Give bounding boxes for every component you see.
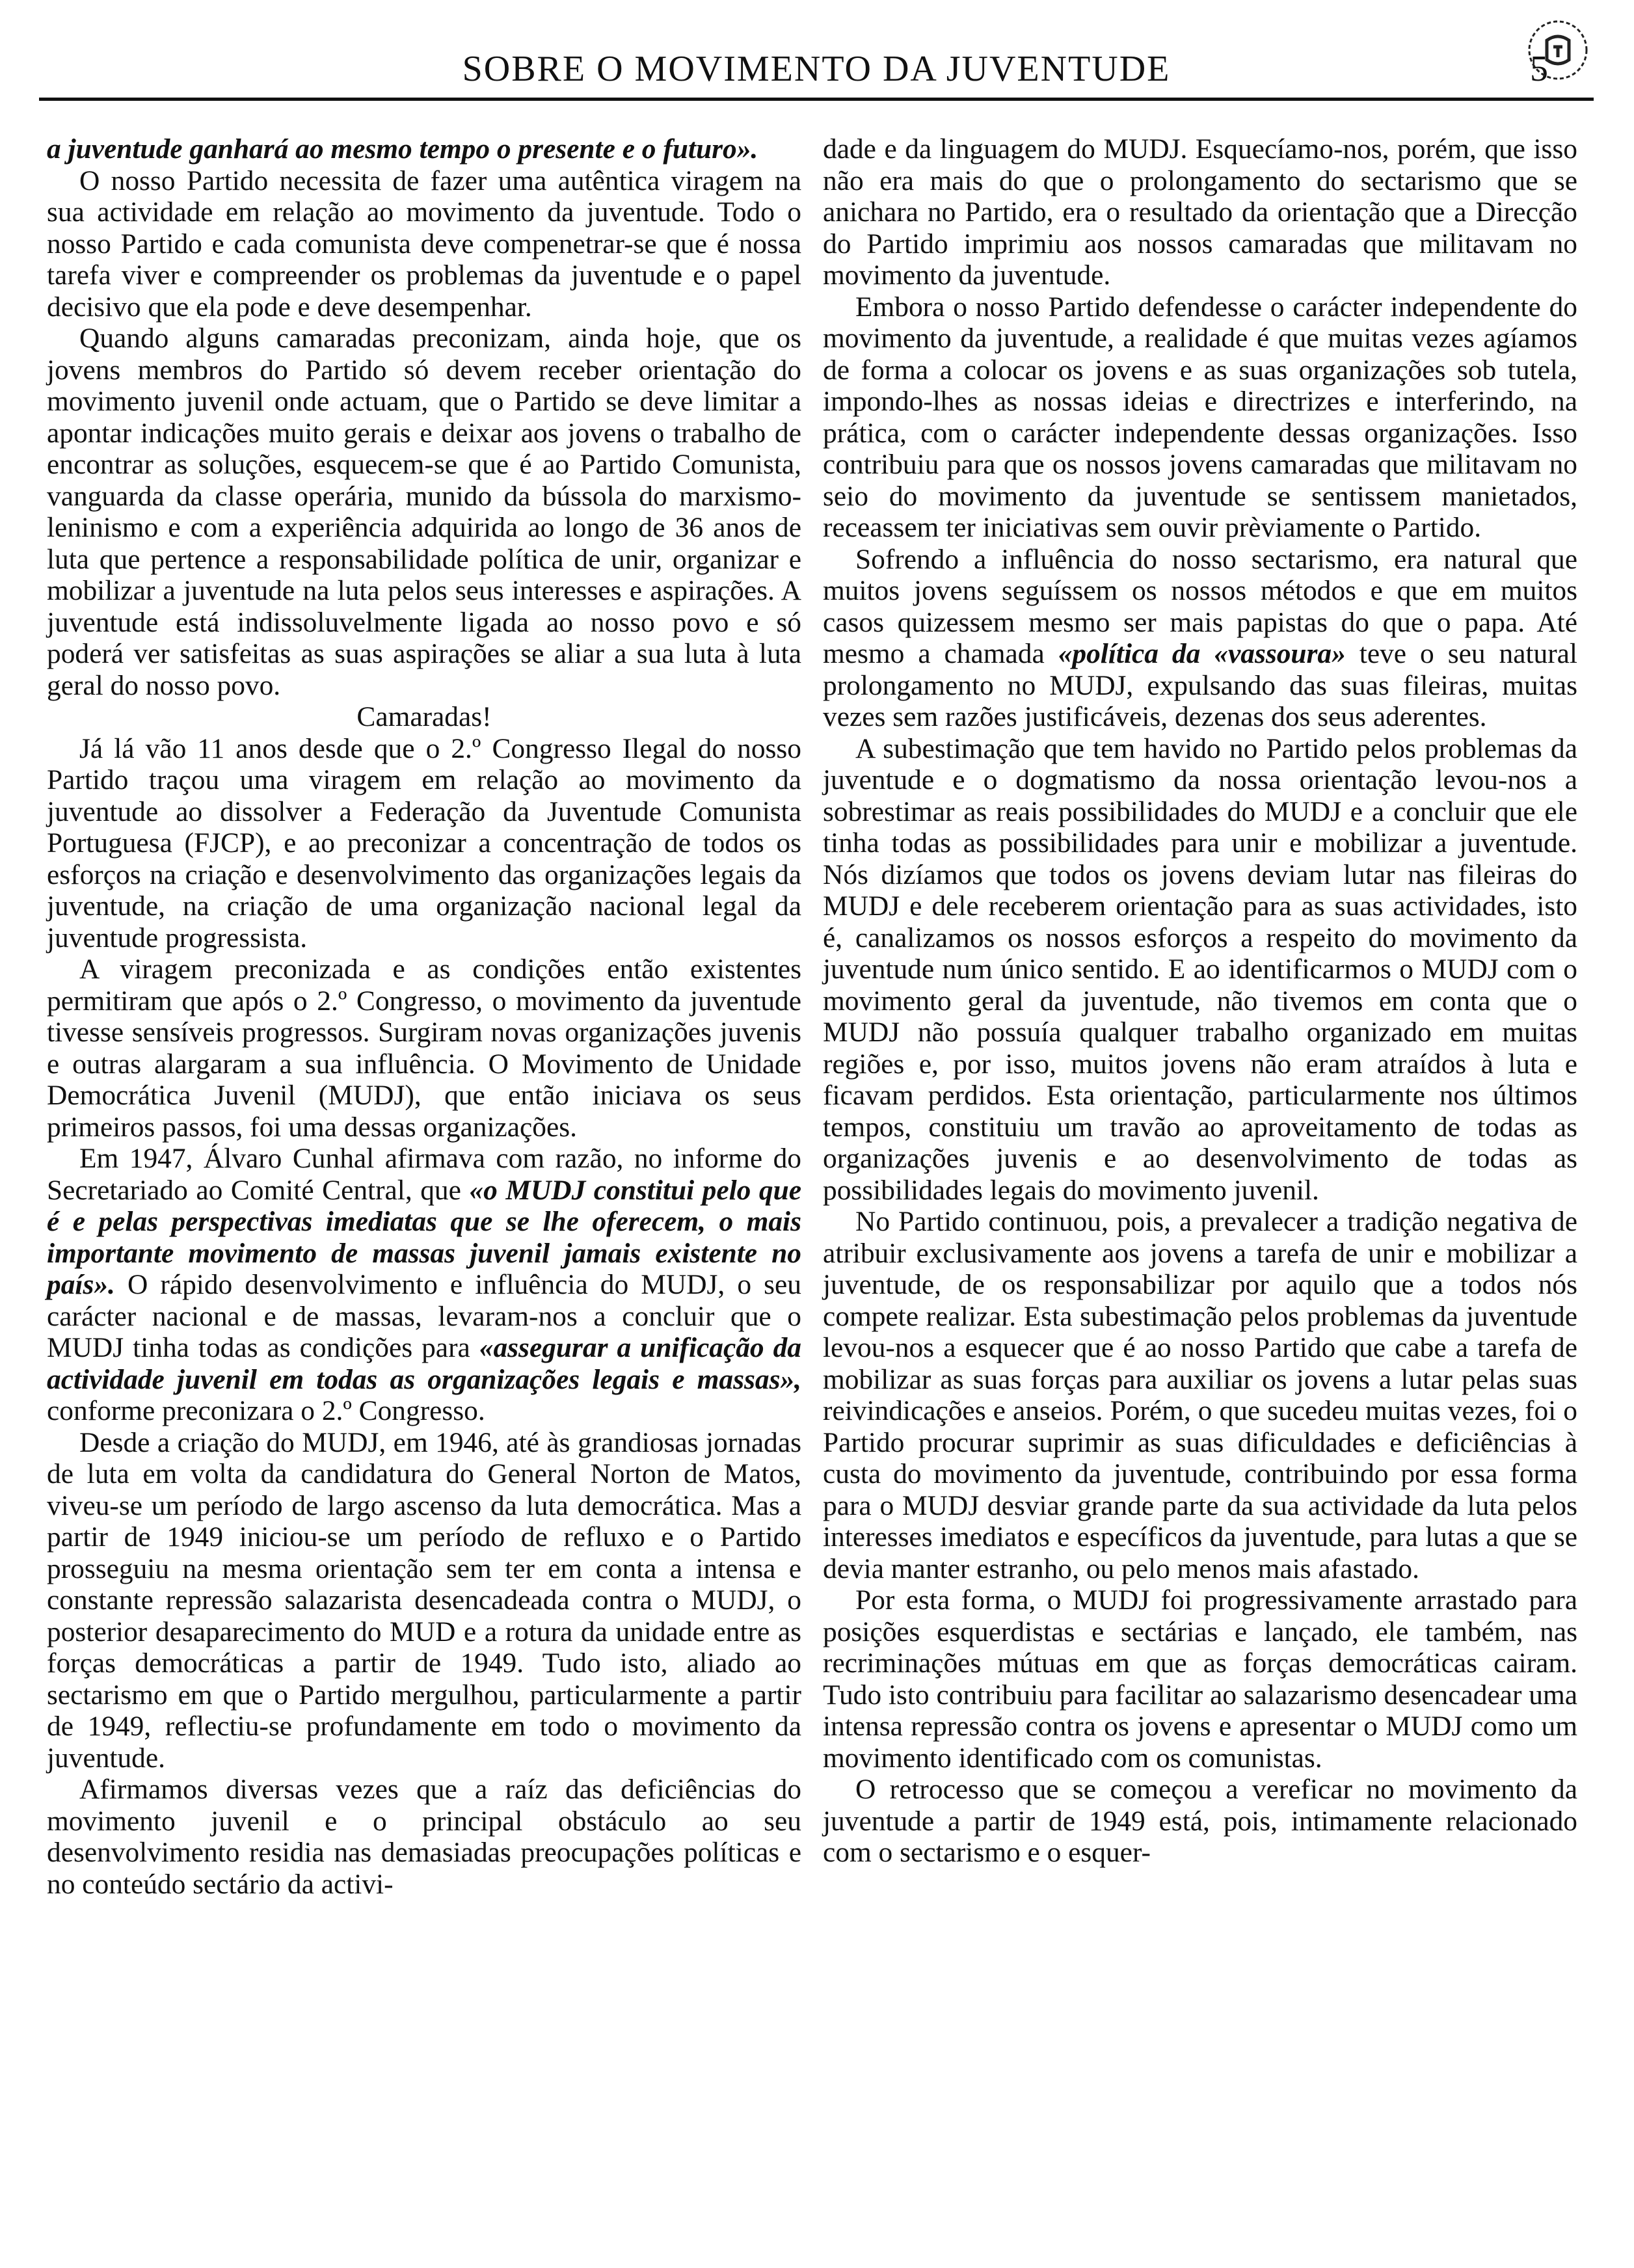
paragraph: Por esta forma, o MUDJ foi progressivamente arrastado para posições esquerdistas e sectárias e lançado, ele também, nas recriminações mútuas em que as forças democráticas cairam. Tudo isto contribuiu para facilitar ao salazarismo desencadear uma intensa repressão contra os jovens e apresentar o MUDJ como um movimento identificado com os comunistas.	[823, 1584, 1577, 1774]
text-run: conforme preconizara o 2.º Congresso.	[47, 1395, 485, 1426]
running-title: SOBRE O MOVIMENTO DA JUVENTUDE	[462, 49, 1171, 89]
left-column	[47, 133, 801, 1900]
paragraph: Afirmamos diversas vezes que a raíz das deficiências do movimento juvenil e o principal obstáculo ao seu desenvolvimento residia nas demasiadas preocupações políticas e no conteúdo sectário da activi-	[47, 1774, 801, 1900]
paragraph: Embora o nosso Partido defendesse o carácter independente do movimento da juventude, a realidade é que muitas vezes agíamos de forma a colocar os jovens e as suas organizações sob tutela, impondo-lhes as nossas ideias e directrizes e interferindo, na prática, com o carácter independente dessas organizações. Isso contribuiu para que os nossos jovens camaradas que militavam no seio do movimento da juventude se sentissem manietados, receassem ter iniciativas sem ouvir prèviamente o Partido.	[823, 291, 1577, 543]
paragraph: O retrocesso que se começou a vereficar no movimento da juventude a partir de 1949 está, pois, intimamente relacionado com o sectarismo e o esquer-	[823, 1774, 1577, 1868]
text-run: teve o seu natural prolongamento no MUDJ, expulsando das suas fileiras, muitas vezes sem razões justificáveis, dezenas dos seus aderentes.	[823, 638, 1577, 732]
paragraph: O nosso Partido necessita de fazer uma autêntica viragem na sua actividade em relação ao movimento da juventude. Todo o nosso Partido e cada comunista deve compenetrar-se que é nossa tarefa viver e compreender os problemas da juventude e o papel decisivo que ela pode e deve desempenhar.	[47, 165, 801, 323]
page-number: 5	[1530, 49, 1548, 89]
salutation: Camaradas!	[356, 701, 492, 732]
text-run: Em 1947, Álvaro Cunhal afirmava com razão, no informe do Secretariado ao Comité Central, que	[47, 1143, 801, 1206]
text-run: O rápido desenvolvimento e influência do MUDJ, o seu carácter nacional e de massas, levaram-nos a concluir que o MUDJ tinha todas as condições para	[47, 1269, 801, 1363]
quote: «política da «vassoura»	[1058, 638, 1346, 669]
paragraph	[47, 1143, 801, 1427]
paragraph: Já lá vão 11 anos desde que o 2.º Congresso Ilegal do nosso Partido traçou uma viragem em relação ao movimento da juventude ao dissolver a Federação da Juventude Comunista Portuguesa (FJCP), e ao preconizar a concentração de todos os esforços na criação e desenvolvimento das organizações legais da juventude, na criação de uma organização nacional legal da juventude progressista.	[47, 732, 801, 954]
header-rule	[39, 98, 1594, 101]
paragraph: A viragem preconizada e as condições então existentes permitiram que após o 2.º Congresso, o movimento da juventude tivesse sensíveis progressos. Surgiram novas organizações juvenis e outras alargaram a sua influência. O Movimento de Unidade Democrática Juvenil (MUDJ), que então iniciava os seus primeiros passos, foi uma dessas organizações.	[47, 954, 801, 1143]
text-run: Sofrendo a influência do nosso sectarismo, era natural que muitos jovens seguíssem os nossos métodos e que em muitos casos quizessem mesmo ser mais papistas do que o papa. Até mesmo a chamada	[823, 543, 1577, 669]
quote: «assegurar a unificação da actividade juvenil em todas as organizações legais e massas»,	[47, 1332, 801, 1395]
quote: «o MUDJ constitui pelo que é e pelas perspectivas imediatas que se lhe oferecem, o mais importante movimento de massas juvenil jamais existente no país».	[47, 1174, 801, 1300]
paragraph	[823, 544, 1577, 733]
stamp-logo-icon	[1522, 14, 1594, 86]
paragraph: Quando alguns camaradas preconizam, ainda hoje, que os jovens membros do Partido só devem receber orientação do movimento juvenil onde actuam, que o Partido se deve limitar a apontar indicações muito gerais e deixar aos jovens o trabalho de encontrar as soluções, esquecem-se que é ao Partido Comunista, vanguarda da classe operária, munido da bússola do marxismo-leninismo e com a experiência adquirida ao longo de 36 anos de luta que pertence a responsabilidade política de unir, organizar e mobilizar a juventude na luta pelos seus interesses e aspirações. A juventude está indissoluvelmente ligada ao nosso povo e só poderá ver satisfeitas as suas aspirações se aliar a sua luta à luta geral do nosso povo.	[47, 323, 801, 701]
paragraph: dade e da linguagem do MUDJ. Esquecíamo-nos, porém, que isso não era mais do que o prolongamento do sectarismo que se anichara no Partido, era o resultado da orientação que a Direcção do Partido imprimiu aos nossos camaradas que militavam no movimento da juventude.	[823, 133, 1577, 291]
paragraph: a juventude ganhará ao mesmo tempo o presente e o futuro».	[47, 133, 758, 165]
page-header	[39, 40, 1594, 105]
paragraph: No Partido continuou, pois, a prevalecer a tradição negativa de atribuir exclusivamente aos jovens a tarefa de unir e mobilizar a juventude, de os responsabilizar por aquilo que a todos nós compete realizar. Esta subestimação pelos problemas da juventude levou-nos a esquecer que é ao nosso Partido que cabe a tarefa de mobilizar as suas forças para auxiliar os jovens a lutar pelas suas reivindicações e anseios. Porém, o que sucedeu muitas vezes, foi o Partido procurar suprimir as suas dificuldades e deficiências à custa do movimento da juventude, contribuindo por essa forma para o MUDJ desviar grande parte da sua actividade da luta pelos interesses imediatos e específicos da juventude, para lutas a que se devia manter estranho, ou pelo menos mais afastado.	[823, 1206, 1577, 1584]
paragraph: Desde a criação do MUDJ, em 1946, até às grandiosas jornadas de luta em volta da candidatura do General Norton de Matos, viveu-se um período de largo ascenso da luta democrática. Mas a partir de 1949 iniciou-se um período de refluxo e o Partido prosseguiu na mesma orientação sem ter em conta a intensa e constante repressão salazarista desencadeada contra o MUDJ, o posterior desaparecimento do MUD e a rotura da unidade entre as forças democráticas a partir de 1949. Tudo isto, aliado ao sectarismo em que o Partido mergulhou, particularmente a partir de 1949, reflectiu-se profundamente em todo o movimento da juventude.	[47, 1426, 801, 1774]
right-column	[823, 133, 1577, 1869]
paragraph: A subestimação que tem havido no Partido pelos problemas da juventude e o dogmatismo da nossa orientação levou-nos a sobrestimar as reais possibilidades do MUDJ e a concluir que ele tinha todas as possibilidades para unir e mobilizar a juventude. Nós dizíamos que todos os jovens deviam lutar nas fileiras do MUDJ e dele receberem orientação para as suas actividades, isto é, canalizamos os nossos esforços a respeito do movimento da juventude num único sentido. E ao identificarmos o MUDJ com o movimento geral da juventude, não tivemos em conta que o MUDJ não possuía qualquer trabalho organizado em muitas regiões e, por isso, muitos jovens não eram atraídos à luta e ficavam perdidos. Esta orientação, particularmente nos últimos tempos, constituiu um travão ao aproveitamento de todas as organizações juvenis e ao desenvolvimento de todas as possibilidades legais do movimento juvenil.	[823, 732, 1577, 1206]
